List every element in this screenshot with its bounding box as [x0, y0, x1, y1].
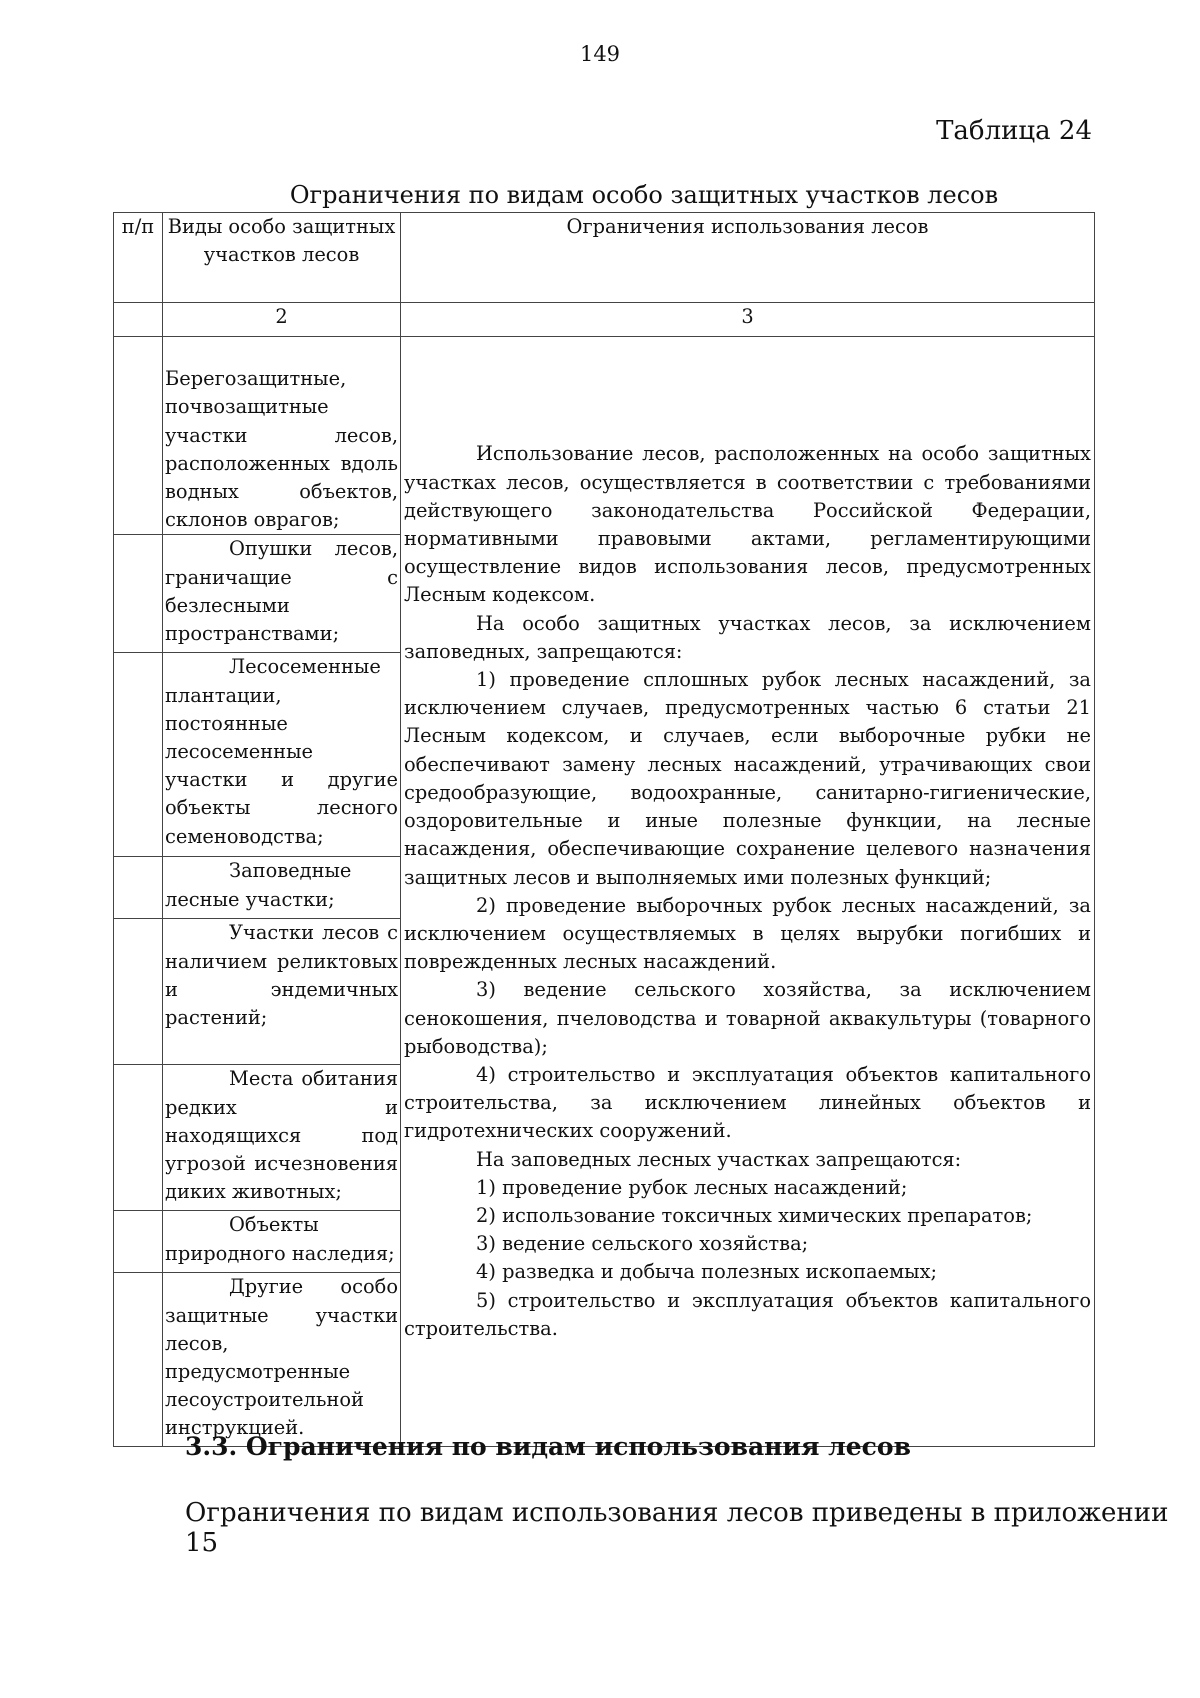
forest-kind-cell [163, 919, 401, 1065]
forest-kind-text: Берегозащитные, почвозащитные участки лесов, расположенных вдоль водных объектов, склонов оврагов; [165, 367, 398, 532]
header-restrictions: Ограничения использования лесов [401, 213, 1095, 303]
restriction-paragraph: Использование лесов, расположенных на особо защитных участках лесов, осуществляется в соответствии с требованиями действующего законодательства Российской Федерации, нормативными правовыми актами, регламентирующими осуществление видов использования лесов, предусмотренных Лесным кодексом. [404, 442, 1091, 607]
forest-kind-text: Лесосеменные плантации, постоянные лесосеменные участки и другие объекты лесного семеноводства; [165, 655, 398, 848]
row-number-cell [114, 1211, 163, 1273]
restriction-paragraph: 2) проведение выборочных рубок лесных насаждений, за исключением осуществляемых в целях вырубки погибших и поврежденных лесных насаждений. [404, 893, 1091, 974]
table-header-row [114, 213, 1095, 303]
row-number-cell [114, 653, 163, 857]
forest-kind-cell [163, 1273, 401, 1447]
table-label: Таблица 24 [936, 116, 1092, 146]
row-number-cell [114, 1065, 163, 1211]
row-number-cell [114, 857, 163, 919]
restrictions-cell [401, 337, 1095, 1447]
forest-kind-cell [163, 1211, 401, 1273]
row-number-cell [114, 919, 163, 1065]
forest-kind-cell [163, 535, 401, 653]
forest-kind-text: Другие особо защитные участки лесов, предусмотренные лесоустроительной инструкцией. [165, 1275, 398, 1440]
forest-kind-cell [163, 1065, 401, 1211]
forest-kind-cell [163, 653, 401, 857]
forest-kind-text: Участки лесов с наличием реликтовых и эндемичных растений; [165, 921, 398, 1030]
restriction-paragraph: 3) ведение сельского хозяйства; [476, 1232, 809, 1256]
restriction-paragraph: 4) разведка и добыча полезных ископаемых; [476, 1260, 938, 1284]
restrictions-table [113, 212, 1095, 1447]
restriction-paragraph: 2) использование токсичных химических препаратов; [476, 1203, 1033, 1227]
column-numbers-row [114, 303, 1095, 337]
restriction-paragraph: 4) строительство и эксплуатация объектов капитального строительства, за исключением линейных объектов и гидротехнических сооружений. [404, 1062, 1091, 1143]
forest-kind-cell [163, 857, 401, 919]
row-number-cell [114, 1273, 163, 1447]
table-row [114, 337, 1095, 535]
forest-kind-text: Опушки лесов, граничащие с безлесными пространствами; [165, 537, 398, 646]
header-number: п/п [114, 213, 163, 303]
restriction-paragraph: 5) строительство и эксплуатация объектов капитального строительства. [404, 1288, 1091, 1340]
forest-kind-text: Заповедные лесные участки; [165, 859, 352, 911]
column-number-3: 3 [401, 303, 1095, 337]
section-heading: 3.3. Ограничения по видам использования лесов [185, 1432, 911, 1461]
table-title: Ограничения по видам особо защитных участков лесов [289, 181, 999, 209]
restriction-paragraph: 1) проведение сплошных рубок лесных насаждений, за исключением случаев, предусмотренных частью 6 статьи 21 Лесным кодексом, и случаев, если выборочные рубки не обеспечивают замену лесных насаждений, утрачивающих свои средообразующие, водоохранные, санитарно-гигиенические, оздоровительные и иные полезные функции, на лесные насаждения, обеспечивающие сохранение целевого назначения защитных лесов и выполняемых ими полезных функций; [404, 668, 1091, 889]
row-number-cell [114, 535, 163, 653]
restriction-paragraph: На заповедных лесных участках запрещаются: [476, 1147, 962, 1171]
restriction-paragraph: 1) проведение рубок лесных насаждений; [476, 1175, 908, 1199]
section-note: Ограничения по видам использования лесов приведены в приложении 15 [185, 1498, 1169, 1558]
restriction-paragraph: 3) ведение сельского хозяйства, за исключением сенокошения, пчеловодства и товарной аквакультуры (товарного рыбоводства); [404, 978, 1091, 1058]
column-number-2: 2 [163, 303, 401, 337]
row-number-cell [114, 337, 163, 535]
forest-kind-text: Объекты природного наследия; [165, 1213, 395, 1265]
restriction-paragraph: На особо защитных участках лесов, за исключением заповедных, запрещаются: [404, 611, 1091, 663]
forest-kind-text: Места обитания редких и находящихся под угрозой исчезновения диких животных; [165, 1067, 398, 1204]
column-number-1 [114, 303, 163, 337]
forest-kind-cell [163, 337, 401, 535]
header-forest-kinds: Виды особо защитных участков лесов [163, 213, 401, 303]
page-number: 149 [579, 42, 621, 66]
